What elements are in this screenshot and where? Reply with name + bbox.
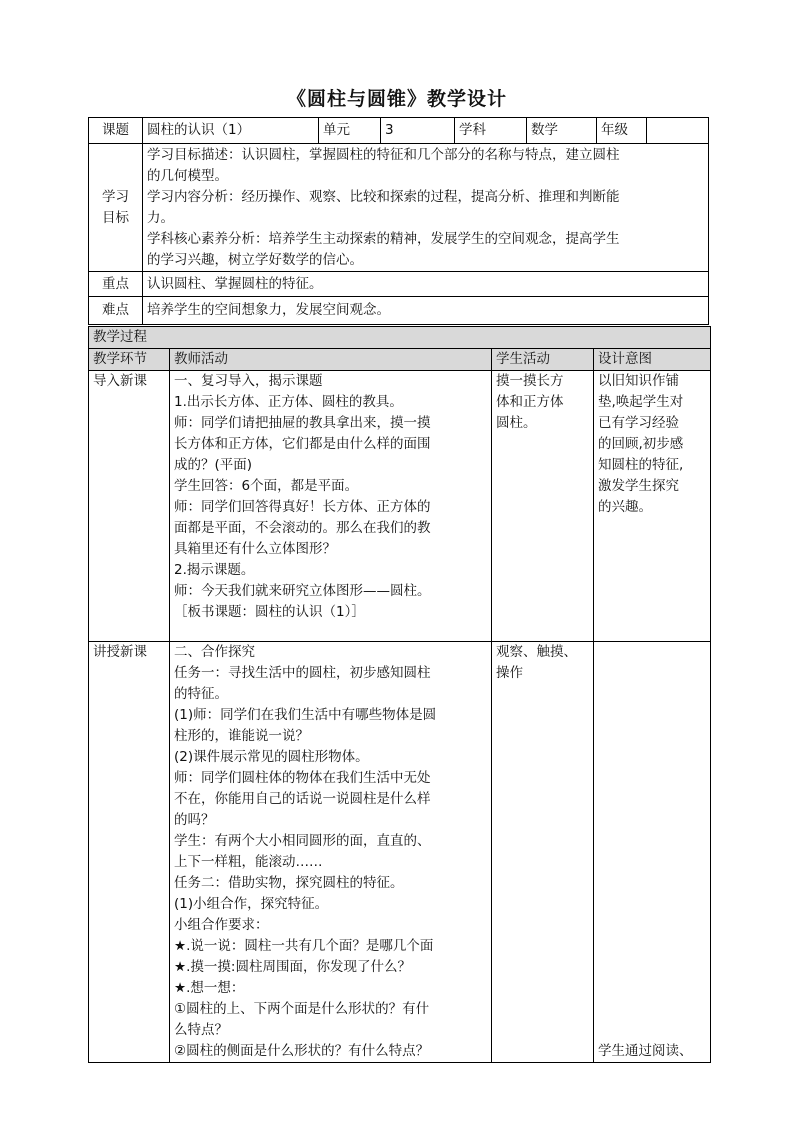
intent-line: 以旧知识作铺 (598, 373, 679, 389)
teacher-line: 上下一样粗，能滚动…… (174, 854, 323, 870)
intent-line: 已有学习经验 (598, 415, 679, 431)
teacher-line: 学生回答：6个面，都是平面。 (174, 478, 359, 494)
intent-line: 知圆柱的特征, (598, 457, 684, 473)
grade-label: 年级 (597, 118, 647, 144)
teacher-line: ①圆柱的上、下两个面是什么形状的？有什 (174, 1001, 430, 1017)
student-line: 体和正方体 (496, 394, 564, 410)
student-activity-cell (492, 642, 594, 1063)
teacher-line: ［板书课题：圆柱的认识（1）］ (174, 604, 365, 620)
teacher-line: 柱形的，谁能说一说？ (174, 728, 309, 744)
design-intent-cell (594, 371, 711, 642)
teacher-line: 师：同学们圆柱体的物体在我们生活中无处 (174, 770, 431, 786)
teacher-line: 面都是平面，不会滚动的。那么在我们的教 (174, 520, 431, 536)
teacher-line: 二、合作探究 (174, 644, 255, 660)
student-line: 操作 (496, 665, 523, 681)
student-line: 观察、触摸、 (496, 644, 577, 660)
document-title: 《圆柱与圆锥》教学设计 (286, 88, 507, 110)
teacher-line: 具箱里还有什么立体图形？ (174, 541, 336, 557)
teacher-line: (1)师：同学们在我们生活中有哪些物体是圆 (174, 707, 437, 723)
goal-line: 学习目标描述：认识圆柱，掌握圆柱的特征和几个部分的名称与特点，建立圆柱 (147, 147, 620, 163)
goal-line: 的学习兴趣，树立学好数学的信心。 (147, 252, 363, 268)
teacher-line: ★.摸一摸:圆柱周围面，你发现了什么？ (174, 959, 411, 975)
goal-line: 学习内容分析：经历操作、观察、比较和探索的过程，提高分析、推理和判断能 (147, 189, 620, 205)
teaching-process-table (88, 326, 711, 1063)
teacher-line: 成的？(平面) (174, 457, 253, 473)
intent-line: 激发学生探究 (598, 478, 679, 494)
teacher-line: (1)小组合作，探究特征。 (174, 896, 329, 912)
teacher-line: 么特点？ (174, 1022, 228, 1038)
teacher-line: 师：同学们请把抽屉的教具拿出来，摸一摸 (174, 415, 431, 431)
intent-line: 的兴趣。 (598, 499, 652, 515)
teacher-line: ★.说一说：圆柱一共有几个面？是哪几个面 (174, 938, 434, 954)
teacher-line: 一、复习导入，揭示课题 (174, 373, 323, 389)
goals-label-line: 目标 (102, 209, 129, 226)
lesson-info-table (88, 117, 709, 325)
topic-value: 圆柱的认识（1） (143, 118, 319, 144)
header-intent: 设计意图 (594, 349, 711, 371)
design-intent-cell (594, 642, 711, 1063)
teacher-line: 的吗？ (174, 812, 215, 828)
header-stage: 教学环节 (89, 349, 170, 371)
teacher-line: 师：今天我们就来研究立体图形——圆柱。 (174, 583, 431, 599)
intent-line: 的回顾,初步感 (598, 436, 684, 452)
teacher-line: 长方体和正方体，它们都是由什么样的面围 (174, 436, 431, 452)
process-section-title: 教学过程 (89, 327, 711, 349)
teacher-line: 小组合作要求： (174, 917, 269, 933)
goals-content (143, 144, 709, 272)
teacher-activity-cell (170, 371, 492, 642)
intent-line: 垫,唤起学生对 (598, 394, 684, 410)
teacher-line: 学生：有两个大小相同圆形的面，直直的、 (174, 833, 431, 849)
grade-value (647, 118, 709, 144)
teacher-activity-cell (170, 642, 492, 1063)
unit-value: 3 (381, 118, 455, 144)
difficulty-content: 培养学生的空间想象力，发展空间观念。 (143, 297, 709, 325)
goals-label (89, 144, 143, 272)
key-content: 认识圆柱、掌握圆柱的特征。 (143, 272, 709, 297)
subject-value: 数学 (527, 118, 597, 144)
goal-line: 学科核心素养分析：培养学生主动探索的精神，发展学生的空间观念，提高学生 (147, 231, 620, 247)
intent-line: 学生通过阅读、 (598, 1043, 693, 1059)
student-activity-cell (492, 371, 594, 642)
teacher-line: ②圆柱的侧面是什么形状的？有什么特点？ (174, 1043, 430, 1059)
teacher-line: 1.出示长方体、正方体、圆柱的教具。 (174, 394, 403, 410)
teacher-line: 任务一：寻找生活中的圆柱，初步感知圆柱 (174, 665, 431, 681)
stage-cell: 导入新课 (89, 371, 170, 642)
difficulty-label: 难点 (89, 297, 143, 325)
teacher-line: 任务二：借助实物，探究圆柱的特征。 (174, 875, 404, 891)
goal-line: 的几何模型。 (147, 168, 228, 184)
student-line: 圆柱。 (496, 415, 537, 431)
stage-cell: 讲授新课 (89, 642, 170, 1063)
teacher-line: (2)课件展示常见的圆柱形物体。 (174, 749, 369, 765)
goal-line: 力。 (147, 210, 174, 226)
goals-label-line: 学习 (102, 188, 129, 205)
header-teacher: 教师活动 (170, 349, 492, 371)
subject-label: 学科 (455, 118, 527, 144)
teacher-line: 师：同学们回答得真好！长方体、正方体的 (174, 499, 431, 515)
student-line: 摸一摸长方 (496, 373, 564, 389)
teacher-line: 2.揭示课题。 (174, 562, 255, 578)
teacher-line: ★.想一想： (174, 980, 245, 996)
topic-label: 课题 (89, 118, 143, 144)
teacher-line: 的特征。 (174, 686, 228, 702)
header-student: 学生活动 (492, 349, 594, 371)
teacher-line: 不在，你能用自己的话说一说圆柱是什么样 (174, 791, 431, 807)
key-label: 重点 (89, 272, 143, 297)
unit-label: 单元 (319, 118, 381, 144)
